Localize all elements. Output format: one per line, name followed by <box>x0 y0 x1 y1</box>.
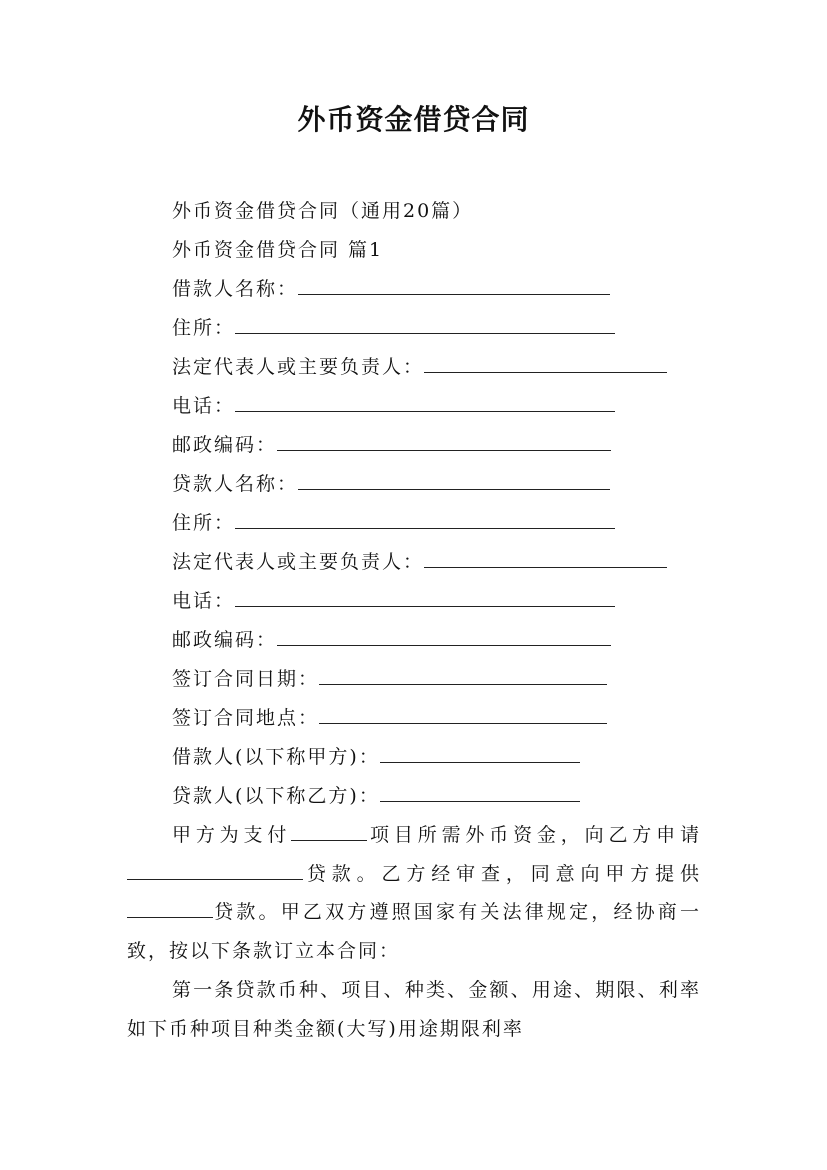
document-title: 外币资金借贷合同 <box>297 103 530 136</box>
blank-line <box>277 627 611 646</box>
field-lender-address <box>172 510 615 536</box>
blank-line <box>235 393 615 412</box>
field-label: 住所： <box>172 512 236 534</box>
blank-line <box>298 276 610 295</box>
blank-line <box>319 666 607 685</box>
blank-line <box>235 510 615 529</box>
field-label: 签订合同地点： <box>172 707 320 729</box>
field-label: 签订合同日期： <box>172 668 320 690</box>
paragraph-text: 贷款。甲乙双方遵照国家有关法律规定，经协商一致，按以下条款订立本合同： <box>127 901 701 963</box>
blank-line <box>424 549 667 568</box>
blank-line <box>319 705 607 724</box>
field-lender-name <box>172 471 610 497</box>
paragraph-text: 项目所需外币资金，向乙方申请 <box>367 824 701 846</box>
field-borrower-representative <box>172 354 667 380</box>
subtitle-line: 外币资金借贷合同（通用20篇） <box>172 200 474 222</box>
field-label: 贷款人(以下称乙方)： <box>172 785 380 807</box>
field-borrower-name <box>172 276 610 302</box>
blank-line <box>424 354 667 373</box>
field-party-b <box>172 783 580 809</box>
paragraph-text: 甲方为支付 <box>172 824 292 846</box>
blank-line <box>291 822 367 841</box>
field-label: 法定代表人或主要负责人： <box>172 356 425 378</box>
blank-line <box>127 861 303 880</box>
blank-line <box>277 432 611 451</box>
blank-line <box>380 744 580 763</box>
field-label: 借款人名称： <box>172 278 299 300</box>
field-borrower-address <box>172 315 615 341</box>
field-label: 邮政编码： <box>172 434 278 456</box>
section-heading: 外币资金借贷合同 篇1 <box>172 239 384 261</box>
field-borrower-phone <box>172 393 615 419</box>
field-label: 法定代表人或主要负责人： <box>172 551 425 573</box>
paragraph-article-1: 第一条贷款币种、项目、种类、金额、用途、期限、利率如下币种项目种类金额(大写)用途期限利率 <box>127 979 701 1040</box>
field-lender-phone <box>172 588 615 614</box>
field-label: 借款人(以下称甲方)： <box>172 746 380 768</box>
blank-line <box>380 783 580 802</box>
field-sign-place <box>172 705 607 731</box>
blank-line <box>127 899 213 918</box>
field-lender-representative <box>172 549 667 575</box>
blank-line <box>235 588 615 607</box>
field-lender-postcode <box>172 627 611 653</box>
field-label: 电话： <box>172 395 236 417</box>
field-label: 邮政编码： <box>172 629 278 651</box>
field-label: 贷款人名称： <box>172 473 299 495</box>
field-label: 住所： <box>172 317 236 339</box>
field-borrower-postcode <box>172 432 611 458</box>
field-party-a <box>172 744 580 770</box>
paragraph-loan-application <box>127 816 701 971</box>
field-label: 电话： <box>172 590 236 612</box>
field-sign-date <box>172 666 607 692</box>
blank-line <box>298 471 610 490</box>
blank-line <box>235 315 615 334</box>
paragraph-text: 贷款。乙方经审查，同意向甲方提供 <box>303 862 701 885</box>
